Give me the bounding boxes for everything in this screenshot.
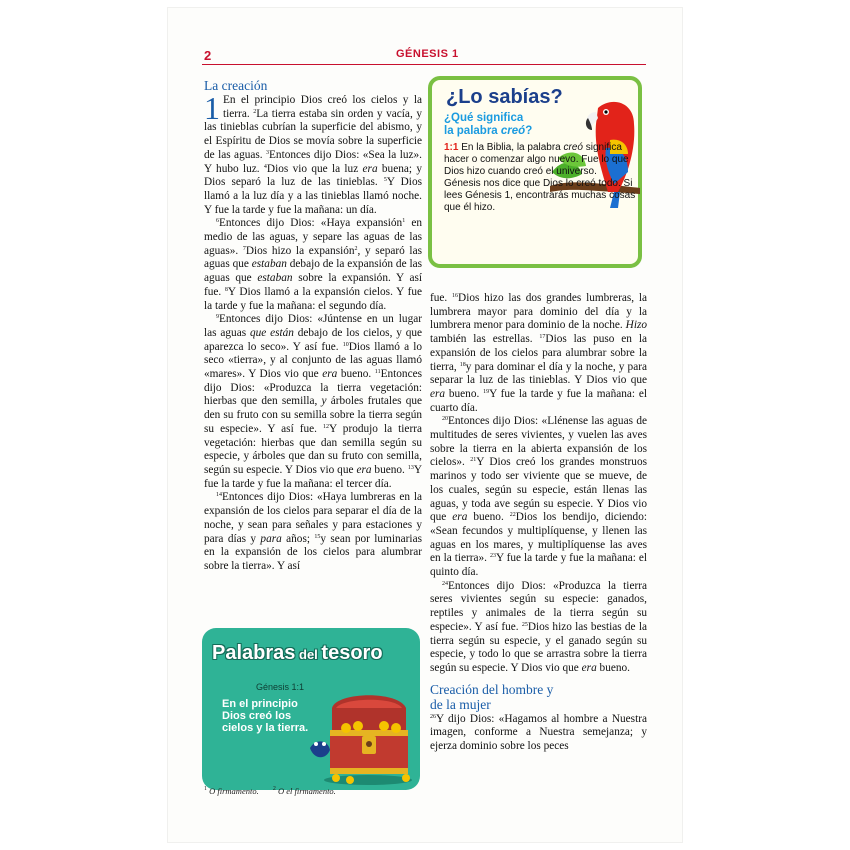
did-you-know-text: 1:1 En la Biblia, la palabra creó significa hacer o comenzar algo nuevo. Fue lo que Dios hizo cuando creó el universo. Génesis nos dice que Dios lo creó todo. Si lees Génesis 1, encontrarás muchas cosas que él hizo. bbox=[444, 142, 636, 213]
did-you-know-title: ¿Lo sabías? bbox=[446, 86, 563, 108]
verse-paragraph: fue. $^{16}$Dios hizo las dos grandes lumbreras, la lumbrera mayor para dominio del día y la lumbrera menor para dominio de la noche. Hizo también las estrellas. $^{17}$Dios las puso en la expansión de los cielos para alumbrar sobre la tierra, $^{18}$y para dominar el día y la noche, y para separar la luz de las tinieblas. Y Dios vio que era bueno. $^{19}$Y fue la tarde y fue la mañana: el cuarto día. bbox=[430, 292, 647, 414]
verse-paragraph: $^{14}$Entonces dijo Dios: «Haya lumbreras en la expansión de los cielos para separar el día de la noche, y sean para señales y para estaciones y para días y para años; $^{15}$y sean por luminarias en la expansión de los cielos para alumbrar sobre la tierra». Y así bbox=[204, 491, 422, 572]
verse-paragraph: $^9$Entonces dijo Dios: «Júntense en un lugar las aguas que están debajo de los cielos, y que aparezca lo seco». Y así fue. $^{10}$Dios llamó a lo seco «tierra», y al conjunto de las aguas llamó «mares». Y Dios vio que era bueno. $^{11}$Entonces dijo Dios: «Produzca la tierra vegetación: hierbas que den semilla, y árboles frutales que den su fruto con su semilla sobre la tierra según su especie». Y así fue. $^{12}$Y produjo la tierra vegetación: hierbas que dan semilla según su especie, y árboles que dan su fruto con semilla, según su especie. Y Dios vio que era bueno. $^{13}$Y fue la tarde y fue la mañana: el tercer día. bbox=[204, 313, 423, 490]
section-heading-creation: La creación bbox=[204, 78, 268, 93]
did-you-know-question: ¿Qué significa la palabra creó? bbox=[444, 112, 533, 137]
footnotes bbox=[204, 786, 348, 796]
header-rule bbox=[202, 64, 646, 65]
page-number: 2 bbox=[204, 48, 212, 63]
chapter-dropcap: 1 bbox=[204, 90, 220, 126]
verse-paragraph: $^6$Entonces dijo Dios: «Haya expansión$^1$ en medio de las aguas, y separe las aguas de las aguas». $^7$Dios hizo la expansión$^2$, y separó las aguas que estaban debajo de la expansión de las aguas que estaban sobre la expansión. Y así fue. $^8$Y Dios llamó a la expansión cielos. Y fue la tarde y fue la mañana: el segundo día. bbox=[204, 217, 422, 312]
treasure-words-title: Palabras del tesoro bbox=[212, 642, 383, 664]
treasure-verse-text: En el principio Dios creó los cielos y la tierra. bbox=[222, 698, 309, 734]
footnote-2: $^2$ O el firmamento. bbox=[272, 786, 336, 796]
treasure-chest-icon bbox=[306, 686, 418, 786]
verse-paragraph: $^{26}$Y dijo Dios: «Hagamos al hombre a Nuestra imagen, conforme a Nuestra semejanza; y ejerza dominio sobre los peces bbox=[430, 712, 647, 753]
section-heading-man-woman: Creación del hombre y de la mujer bbox=[430, 681, 554, 712]
treasure-words-box bbox=[202, 628, 420, 790]
verse-paragraph: $^{20}$Entonces dijo Dios: «Llénense las aguas de multitudes de seres vivientes, y vuelen las aves sobre la tierra en la abierta expansión de los cielos». $^{21}$Y Dios creó los grandes monstruos marinos y todo ser viviente que se mueve, de los cuales, según su especie, están llenas las aguas, y toda ave según su especie. Y Dios vio que era bueno. $^{22}$Dios los bendijo, diciendo: «Sean fecundos y multiplíquense, y llenen las aguas en los mares, y multiplíquense las aves en la tierra». $^{23}$Y fue la tarde y fue la mañana: el quinto día. bbox=[430, 415, 647, 579]
right-column bbox=[430, 292, 647, 754]
verse-paragraph: 1 En el principio Dios creó los cielos y la tierra. $^2$La tierra estaba sin orden y vacía, y las tinieblas cubrían la superficie del abismo, y el Espíritu de Dios se movía sobre la superficie de las aguas. $^3$Entonces dijo Dios: «Sea la luz». Y hubo luz. $^4$Dios vio que la luz era buena; y Dios separó la luz de las tinieblas. $^5$Y Dios llamó a la luz día y a las tinieblas llamó noche. Y fue la tarde y fue la mañana: un día. bbox=[204, 90, 422, 216]
verse-paragraph: $^{24}$Entonces dijo Dios: «Produzca la tierra seres vivientes según su especie: ganados, reptiles y animales de la tierra según su especie». Y así fue. $^{25}$Dios hizo las bestias de la tierra según su especie, y el ganado según su especie, y todo lo que se arrastra sobre la tierra según su especie. Y Dios vio que era bueno. bbox=[430, 579, 647, 674]
did-you-know-box bbox=[428, 76, 642, 268]
running-head: GÉNESIS 1 bbox=[396, 48, 459, 60]
treasure-verse-ref: Génesis 1:1 bbox=[256, 682, 305, 692]
left-column bbox=[204, 78, 422, 574]
footnote-1: $^1$ O firmamento. bbox=[204, 786, 259, 796]
